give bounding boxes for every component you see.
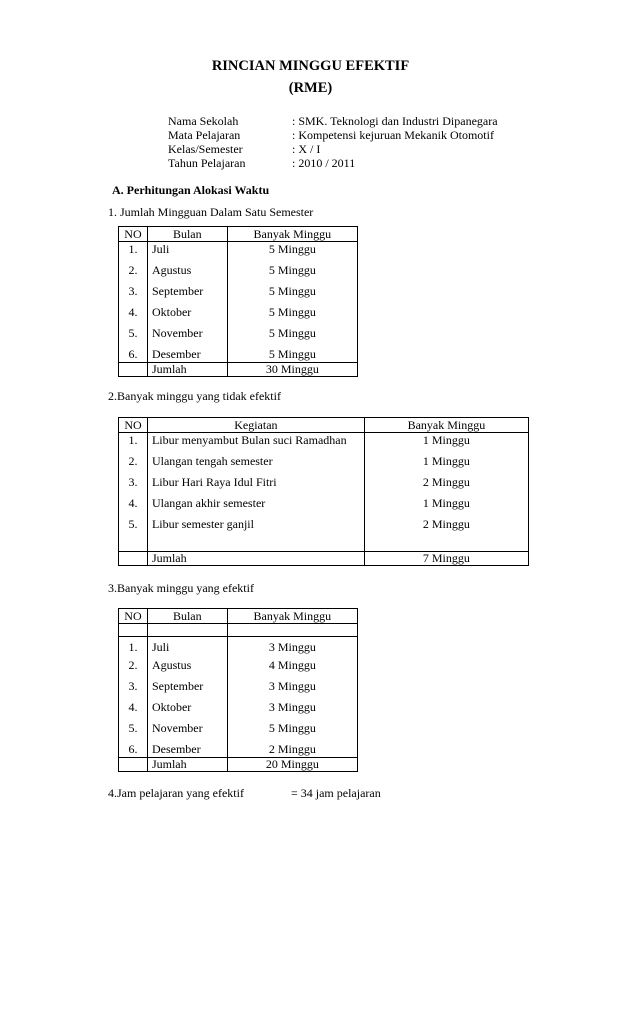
table-header-row bbox=[119, 227, 358, 242]
column-header: NO bbox=[119, 418, 148, 433]
info-label: Nama Sekolah bbox=[168, 114, 239, 128]
total-label: Jumlah bbox=[147, 757, 227, 771]
month-name: September bbox=[147, 284, 227, 305]
part3-heading: 3.Banyak minggu yang efektif bbox=[108, 581, 254, 595]
week-count: 1 Minggu bbox=[364, 454, 528, 475]
info-value: : 2010 / 2011 bbox=[292, 156, 356, 170]
month-name: Juli bbox=[147, 242, 227, 263]
week-count: 2 Minggu bbox=[227, 742, 357, 758]
part2-table bbox=[118, 417, 529, 566]
info-value: : SMK. Teknologi dan Industri Dipanegara bbox=[292, 114, 498, 128]
column-header: Kegiatan bbox=[147, 418, 364, 433]
part4-label: 4.Jam pelajaran yang efektif bbox=[108, 786, 244, 800]
activity-name: Ulangan akhir semester bbox=[147, 496, 364, 517]
blank-row bbox=[119, 624, 358, 637]
week-count: 3 Minggu bbox=[227, 700, 357, 721]
row-number: 6. bbox=[119, 742, 148, 758]
month-name: November bbox=[147, 326, 227, 347]
page-title: RINCIAN MINGGU EFEKTIF bbox=[211, 58, 410, 74]
table-row bbox=[119, 637, 358, 658]
table-total-row bbox=[119, 552, 529, 566]
activity-name: Libur semester ganjil bbox=[147, 517, 364, 552]
activity-name: Libur menyambut Bulan suci Ramadhan bbox=[147, 433, 364, 454]
week-count: 5 Minggu bbox=[227, 326, 357, 347]
total-label: Jumlah bbox=[147, 552, 364, 566]
row-number: 4. bbox=[119, 700, 148, 721]
month-name: Desember bbox=[147, 347, 227, 363]
row-number: 4. bbox=[119, 305, 148, 326]
row-number: 3. bbox=[119, 475, 148, 496]
row-number: 5. bbox=[119, 326, 148, 347]
table-header-row bbox=[119, 609, 358, 624]
table-row bbox=[119, 658, 358, 679]
week-count: 3 Minggu bbox=[227, 679, 357, 700]
activity-name: Libur Hari Raya Idul Fitri bbox=[147, 475, 364, 496]
table-row bbox=[119, 517, 529, 552]
week-count: 2 Minggu bbox=[364, 517, 528, 552]
total-value: 30 Minggu bbox=[227, 362, 357, 376]
info-value: : Kompetensi kejuruan Mekanik Otomotif bbox=[292, 128, 494, 142]
info-label: Kelas/Semester bbox=[168, 142, 243, 156]
week-count: 5 Minggu bbox=[227, 305, 357, 326]
total-value: 7 Minggu bbox=[364, 552, 528, 566]
row-number: 3. bbox=[119, 284, 148, 305]
table-row bbox=[119, 721, 358, 742]
week-count: 3 Minggu bbox=[227, 637, 357, 658]
part4-value: = 34 jam pelajaran bbox=[291, 786, 381, 800]
week-count: 5 Minggu bbox=[227, 284, 357, 305]
week-count: 5 Minggu bbox=[227, 242, 357, 263]
column-header: Banyak Minggu bbox=[227, 609, 357, 624]
column-header: NO bbox=[119, 227, 148, 242]
row-number: 1. bbox=[119, 433, 148, 454]
row-number: 1. bbox=[119, 637, 148, 658]
table-row bbox=[119, 326, 358, 347]
month-name: September bbox=[147, 679, 227, 700]
table-row bbox=[119, 496, 529, 517]
info-label: Mata Pelajaran bbox=[168, 128, 241, 142]
table-row bbox=[119, 433, 529, 454]
table-row bbox=[119, 475, 529, 496]
row-number: 6. bbox=[119, 347, 148, 363]
info-value: : X / I bbox=[292, 142, 321, 156]
table-row bbox=[119, 305, 358, 326]
table-row bbox=[119, 242, 358, 263]
part2-heading: 2.Banyak minggu yang tidak efektif bbox=[108, 389, 281, 403]
column-header: Bulan bbox=[147, 609, 227, 624]
table-row bbox=[119, 679, 358, 700]
table-row bbox=[119, 263, 358, 284]
info-label: Tahun Pelajaran bbox=[168, 156, 246, 170]
month-name: Juli bbox=[147, 637, 227, 658]
part1-heading: 1. Jumlah Mingguan Dalam Satu Semester bbox=[108, 205, 314, 219]
column-header: Bulan bbox=[147, 227, 227, 242]
week-count: 2 Minggu bbox=[364, 475, 528, 496]
table-row bbox=[119, 454, 529, 475]
month-name: Agustus bbox=[147, 658, 227, 679]
month-name: Desember bbox=[147, 742, 227, 758]
column-header: NO bbox=[119, 609, 148, 624]
week-count: 4 Minggu bbox=[227, 658, 357, 679]
month-name: Oktober bbox=[147, 305, 227, 326]
column-header: Banyak Minggu bbox=[364, 418, 528, 433]
table-row bbox=[119, 347, 358, 363]
part1-table bbox=[118, 226, 358, 377]
row-number: 2. bbox=[119, 263, 148, 284]
week-count: 1 Minggu bbox=[364, 433, 528, 454]
table-row bbox=[119, 700, 358, 721]
row-number: 1. bbox=[119, 242, 148, 263]
row-number: 2. bbox=[119, 658, 148, 679]
month-name: Agustus bbox=[147, 263, 227, 284]
week-count: 5 Minggu bbox=[227, 347, 357, 363]
row-number: 5. bbox=[119, 517, 148, 552]
month-name: Oktober bbox=[147, 700, 227, 721]
row-number: 4. bbox=[119, 496, 148, 517]
column-header: Banyak Minggu bbox=[227, 227, 357, 242]
page-subtitle: (RME) bbox=[288, 80, 333, 96]
week-count: 5 Minggu bbox=[227, 263, 357, 284]
row-number: 2. bbox=[119, 454, 148, 475]
part3-table bbox=[118, 608, 358, 772]
week-count: 5 Minggu bbox=[227, 721, 357, 742]
table-total-row bbox=[119, 362, 358, 376]
total-value: 20 Minggu bbox=[227, 757, 357, 771]
table-row bbox=[119, 742, 358, 758]
row-number: 5. bbox=[119, 721, 148, 742]
month-name: November bbox=[147, 721, 227, 742]
table-header-row bbox=[119, 418, 529, 433]
section-heading: A. Perhitungan Alokasi Waktu bbox=[112, 183, 270, 197]
activity-name: Ulangan tengah semester bbox=[147, 454, 364, 475]
total-label: Jumlah bbox=[147, 362, 227, 376]
row-number: 3. bbox=[119, 679, 148, 700]
week-count: 1 Minggu bbox=[364, 496, 528, 517]
table-total-row bbox=[119, 757, 358, 771]
table-row bbox=[119, 284, 358, 305]
